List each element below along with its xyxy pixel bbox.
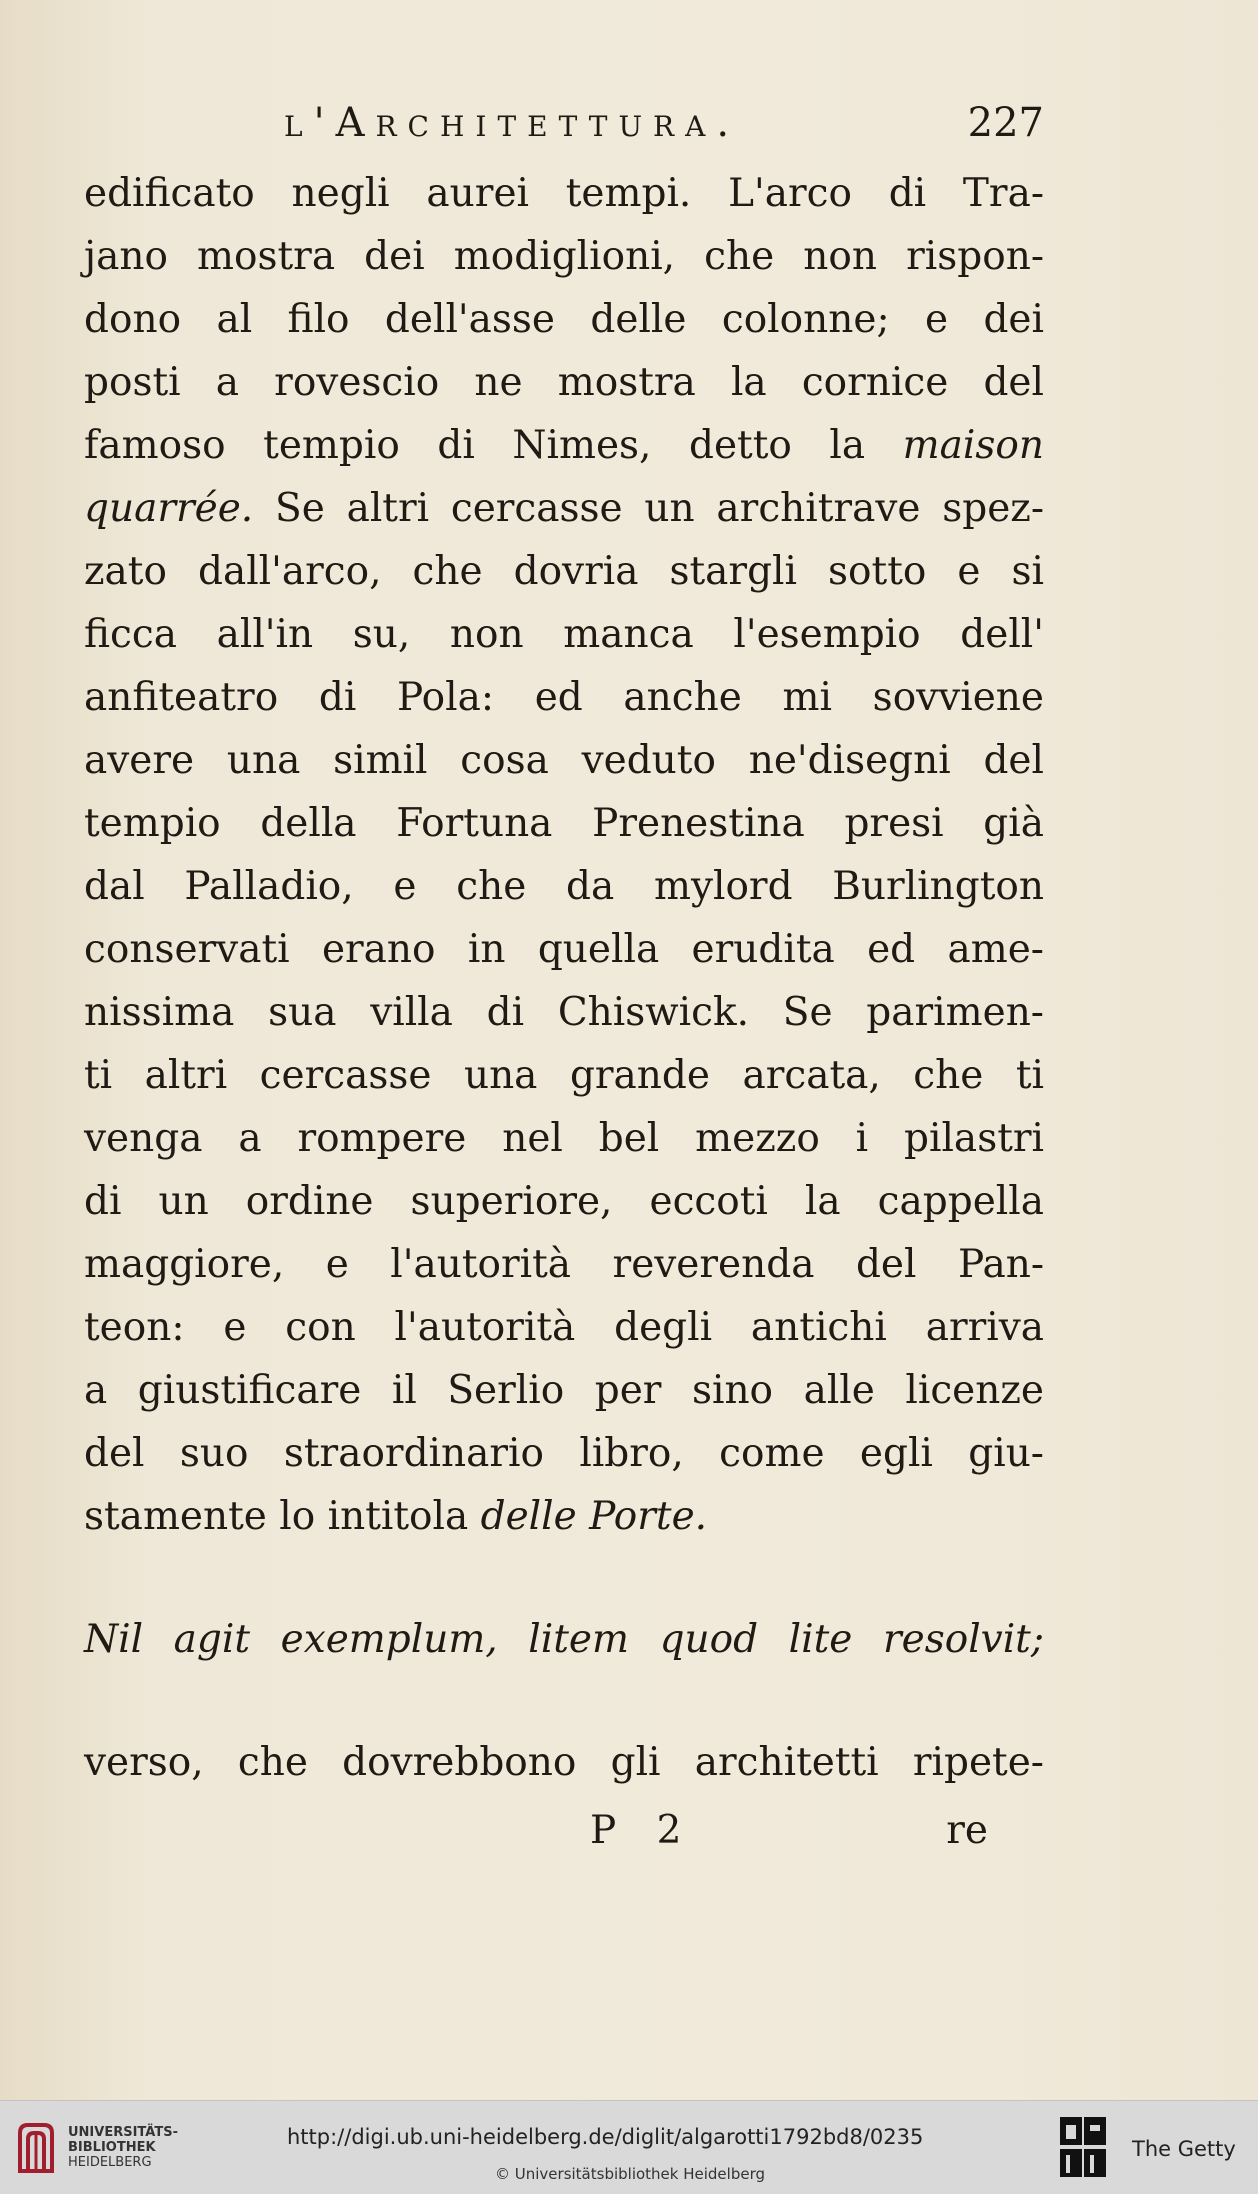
text-line (84, 477, 1044, 540)
text-line: dal Palladio, e che da mylord Burlington (84, 864, 1044, 909)
page-header (84, 100, 1044, 160)
text-line: verso, che dovrebbono gli architetti ripete- (84, 1740, 1044, 1785)
signature-mark: P 2 (590, 1808, 696, 1853)
italic-term: maison (902, 423, 1044, 468)
text-fragment: famoso tempio di Nimes, detto la (84, 423, 866, 468)
text-line: teon: e con l'autorità degli antichi arriva (84, 1305, 1044, 1350)
text-line (84, 414, 1044, 477)
running-head: l'Architettura. (284, 100, 741, 146)
text-line: anfiteatro di Pola: ed anche mi sovviene (84, 675, 1044, 720)
text-line: posti a rovescio ne mostra la cornice del (84, 360, 1044, 405)
text-line: jano mostra dei modiglioni, che non rispon- (84, 234, 1044, 279)
page-number: 227 (967, 100, 1044, 146)
text-line: avere una simil cosa veduto ne'disegni del (84, 738, 1044, 783)
italic-term: delle Porte. (480, 1494, 708, 1539)
text-line: zato dall'arco, che dovria stargli sotto e si (84, 549, 1044, 594)
text-line: ti altri cercasse una grande arcata, che ti (84, 1053, 1044, 1098)
library-name-line: UNIVERSITÄTS- (68, 2125, 178, 2140)
text-line: di un ordine superiore, eccoti la cappella (84, 1179, 1044, 1224)
library-name-line: HEIDELBERG (68, 2155, 152, 2170)
partner-name: The Getty (1132, 2137, 1236, 2161)
university-library-logo-icon[interactable] (14, 2119, 58, 2177)
getty-logo-icon[interactable] (1058, 2115, 1108, 2179)
permalink-url[interactable]: http://digi.ub.uni-heidelberg.de/diglit/algarotti1792bd8/0235 (287, 2125, 924, 2149)
text-line: edificato negli aurei tempi. L'arco di Tra- (84, 171, 1044, 216)
library-name-line: BIBLIOTHEK (68, 2140, 156, 2155)
body-text (84, 162, 1044, 1794)
verse-line: Nil agit exemplum, litem quod lite resolvit; (84, 1617, 1044, 1662)
text-line: nissima sua villa di Chiswick. Se parimen- (84, 990, 1044, 1035)
text-line (84, 1485, 1044, 1548)
text-line: tempio della Fortuna Prenestina presi già (84, 801, 1044, 846)
text-fragment: Se altri cercasse un architrave spez- (274, 486, 1045, 531)
copyright-notice: © Universitätsbibliothek Heidelberg (495, 2165, 766, 2183)
viewer-bottom-bar (0, 2100, 1258, 2194)
text-line: dono al filo dell'asse delle colonne; e dei (84, 297, 1044, 342)
text-line: ficca all'in su, non manca l'esempio dell' (84, 612, 1044, 657)
italic-term: quarrée. (84, 486, 254, 531)
catchword: re (946, 1808, 988, 1853)
text-line: a giustificare il Serlio per sino alle licenze (84, 1368, 1044, 1413)
text-line: conservati erano in quella erudita ed ame- (84, 927, 1044, 972)
text-line: maggiore, e l'autorità reverenda del Pan- (84, 1242, 1044, 1287)
text-line: venga a rompere nel bel mezzo i pilastri (84, 1116, 1044, 1161)
university-library-name (68, 2125, 178, 2170)
text-line: del suo straordinario libro, come egli giu- (84, 1431, 1044, 1476)
text-fragment: stamente lo intitola (84, 1494, 469, 1539)
page-footer (84, 1808, 1044, 1868)
